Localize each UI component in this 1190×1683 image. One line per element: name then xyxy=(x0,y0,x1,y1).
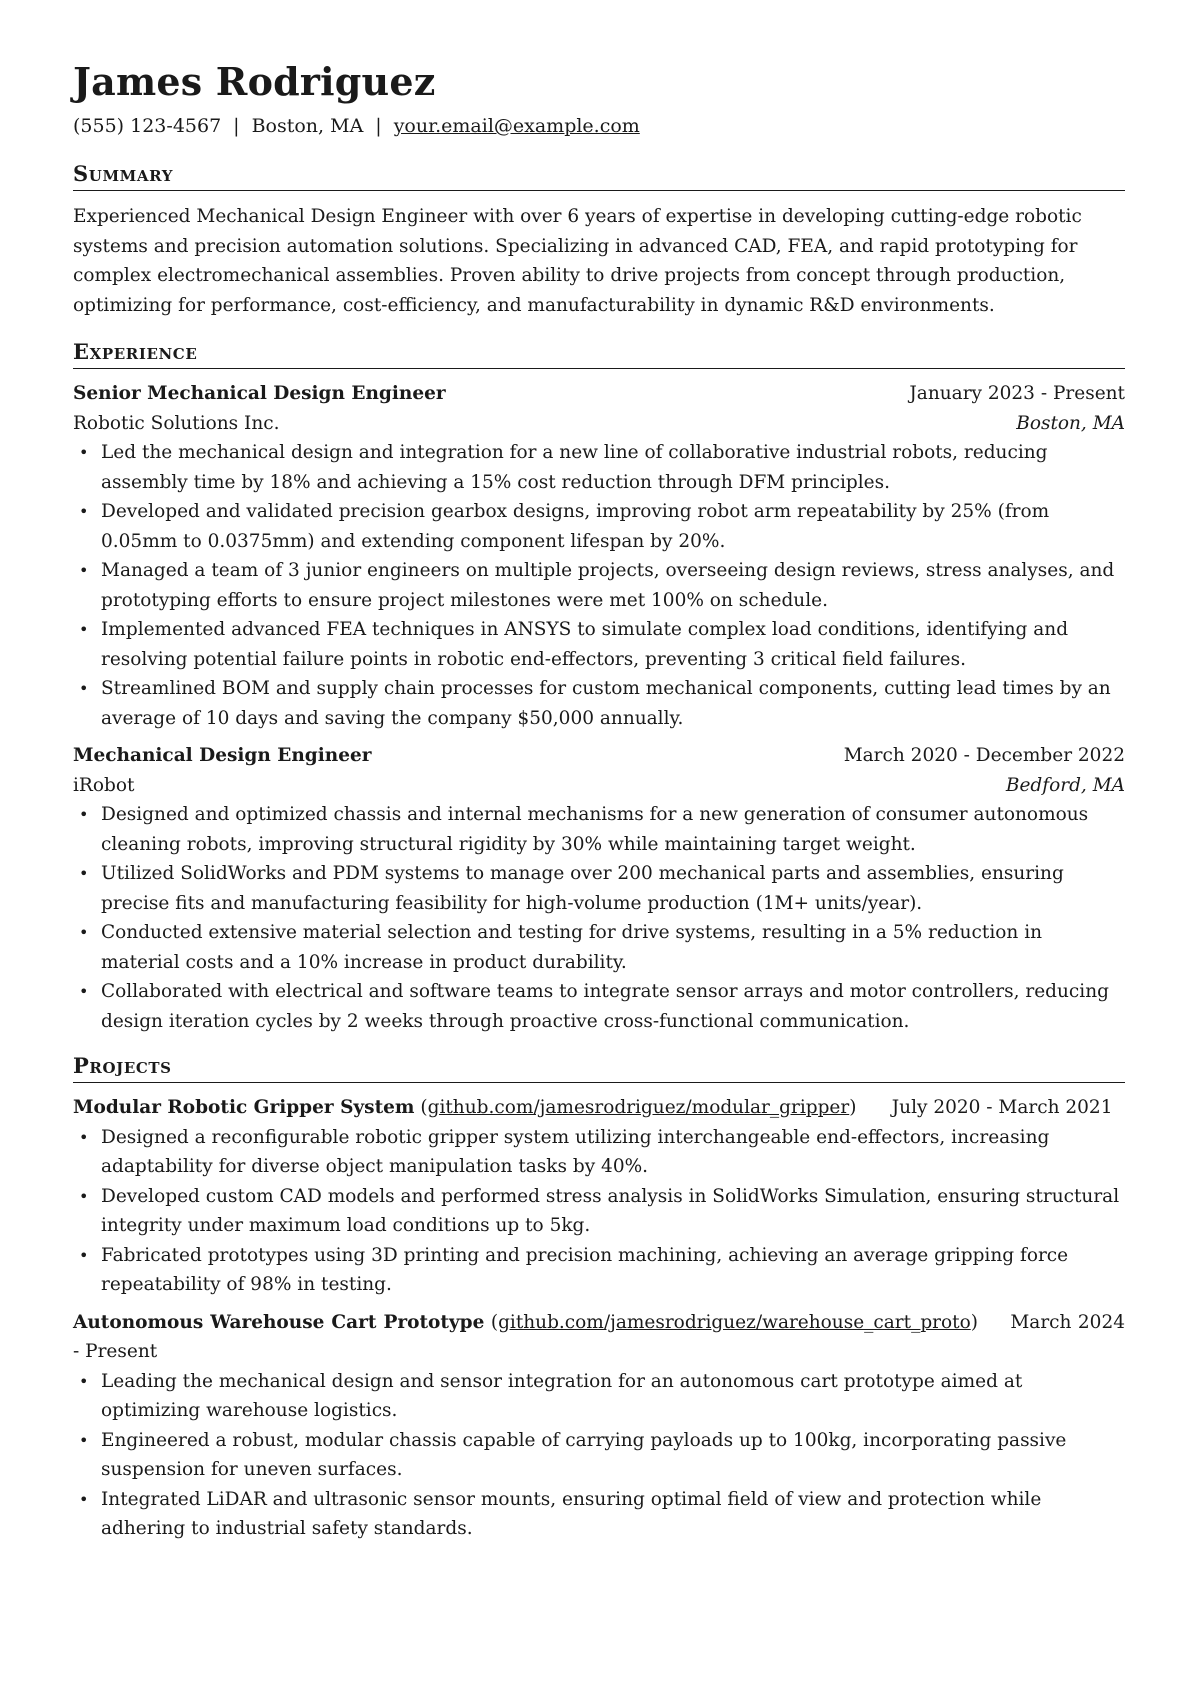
project-bullets xyxy=(73,1367,1125,1544)
company-name: Robotic Solutions Inc. xyxy=(73,412,280,434)
job-bullets xyxy=(73,800,1125,1036)
bullet-item: • Designed and optimized chassis and internal mechanisms for a new generation of consumer autonomous cleaning robots, improving structural rigidity by 30% while maintaining target weight. xyxy=(73,800,1125,859)
bullet-item: • Implemented advanced FEA techniques in ANSYS to simulate complex load conditions, identifying and resolving potential failure points in robotic end-effectors, preventing 3 critical field failures. xyxy=(73,615,1125,674)
bullet-item: • Collaborated with electrical and software teams to integrate sensor arrays and motor controllers, reducing design iteration cycles by 2 weeks through proactive cross-functional communication. xyxy=(73,977,1125,1036)
bullet-item: • Leading the mechanical design and sensor integration for an autonomous cart prototype aimed at optimizing warehouse logistics. xyxy=(73,1367,1125,1426)
job-title: Senior Mechanical Design Engineer xyxy=(73,383,446,404)
job-dates: March 2020 - December 2022 xyxy=(843,745,1125,766)
job-header xyxy=(73,379,1125,409)
bullet-item: • Engineered a robust, modular chassis capable of carrying payloads up to 100kg, incorporating passive suspension for uneven surfaces. xyxy=(73,1426,1125,1485)
summary-text: Experienced Mechanical Design Engineer with over 6 years of expertise in developing cutting-edge robotic systems and precision automation solutions. Specializing in advanced CAD, FEA, and rapid prototyping for complex electromechanical assemblies. Proven ability to drive projects from concept through production, optimizing for performance, cost-efficiency, and manufacturability in dynamic R&D environments. xyxy=(73,206,1082,316)
section-title-summary: Summary xyxy=(73,160,1125,191)
candidate-name: James Rodriguez xyxy=(73,59,436,104)
project-entry xyxy=(73,1308,1125,1544)
projects-section xyxy=(73,1052,1125,1544)
bullet-item: • Managed a team of 3 junior engineers on multiple projects, overseeing design reviews, stress analyses, and prototyping efforts to ensure project milestones were met 100% on schedule. xyxy=(73,556,1125,615)
project-dates: July 2020 - March 2021 xyxy=(891,1097,1113,1118)
job-bullets xyxy=(73,438,1125,733)
location: Boston, MA xyxy=(251,115,364,137)
bullet-item: • Utilized SolidWorks and PDM systems to manage over 200 mechanical parts and assemblies, ensuring precise fits and manufacturing feasibility for high-volume production (1M+ units/year). xyxy=(73,859,1125,918)
project-dates: March 2024 - Present xyxy=(73,1311,1125,1362)
section-title-experience: Experience xyxy=(73,338,1125,369)
section-title-projects: Projects xyxy=(73,1052,1125,1083)
summary-section xyxy=(73,160,1125,320)
bullet-item: • Developed and validated precision gearbox designs, improving robot arm repeatability by 25% (from 0.05mm to 0.0375mm) and extending component lifespan by 20%. xyxy=(73,497,1125,556)
project-header: Autonomous Warehouse Cart Prototype (github.com/jamesrodriguez/warehouse_cart_proto) March 2024 - Present xyxy=(73,1311,1125,1362)
project-link[interactable]: github.com/jamesrodriguez/warehouse_cart_proto xyxy=(498,1311,971,1333)
bullet-item: • Streamlined BOM and supply chain processes for custom mechanical components, cutting lead times by an average of 10 days and saving the company $50,000 annually. xyxy=(73,674,1125,733)
bullet-item: • Developed custom CAD models and performed stress analysis in SolidWorks Simulation, ensuring structural integrity under maximum load conditions up to 5kg. xyxy=(73,1182,1125,1241)
job-title: Mechanical Design Engineer xyxy=(73,745,372,766)
job-entry xyxy=(73,379,1125,733)
project-title: Autonomous Warehouse Cart Prototype xyxy=(73,1311,485,1333)
project-title: Modular Robotic Gripper System xyxy=(73,1097,415,1118)
project-entry xyxy=(73,1093,1125,1300)
contact-separator: | xyxy=(233,115,240,137)
project-header: Modular Robotic Gripper System (github.com/jamesrodriguez/modular_gripper) July 2020 - March 2021 xyxy=(73,1097,1113,1118)
job-location: Boston, MA xyxy=(1016,412,1125,434)
experience-section xyxy=(73,338,1125,1036)
job-location: Bedford, MA xyxy=(1005,774,1125,796)
project-link[interactable]: github.com/jamesrodriguez/modular_gripper xyxy=(427,1097,850,1118)
company-name: iRobot xyxy=(73,774,135,796)
job-dates: January 2023 - Present xyxy=(909,383,1125,404)
project-bullets xyxy=(73,1123,1125,1300)
job-subheader xyxy=(73,771,1125,801)
resume-page xyxy=(73,58,1125,1544)
bullet-item: • Conducted extensive material selection and testing for drive systems, resulting in a 5% reduction in material costs and a 10% increase in product durability. xyxy=(73,918,1125,977)
job-entry xyxy=(73,741,1125,1036)
bullet-item: • Designed a reconfigurable robotic gripper system utilizing interchangeable end-effectors, increasing adaptability for diverse object manipulation tasks by 40%. xyxy=(73,1123,1125,1182)
phone-number: (555) 123-4567 xyxy=(73,115,222,137)
contact-separator: | xyxy=(375,115,382,137)
email-link[interactable]: your.email@example.com xyxy=(393,115,640,137)
job-header xyxy=(73,741,1125,771)
bullet-item: • Fabricated prototypes using 3D printing and precision machining, achieving an average gripping force repeatability of 98% in testing. xyxy=(73,1241,1125,1300)
contact-line xyxy=(73,112,1125,140)
bullet-item: • Integrated LiDAR and ultrasonic sensor mounts, ensuring optimal field of view and protection while adhering to industrial safety standards. xyxy=(73,1485,1125,1544)
job-subheader xyxy=(73,409,1125,439)
bullet-item: • Led the mechanical design and integration for a new line of collaborative industrial robots, reducing assembly time by 18% and achieving a 15% cost reduction through DFM principles. xyxy=(73,438,1125,497)
